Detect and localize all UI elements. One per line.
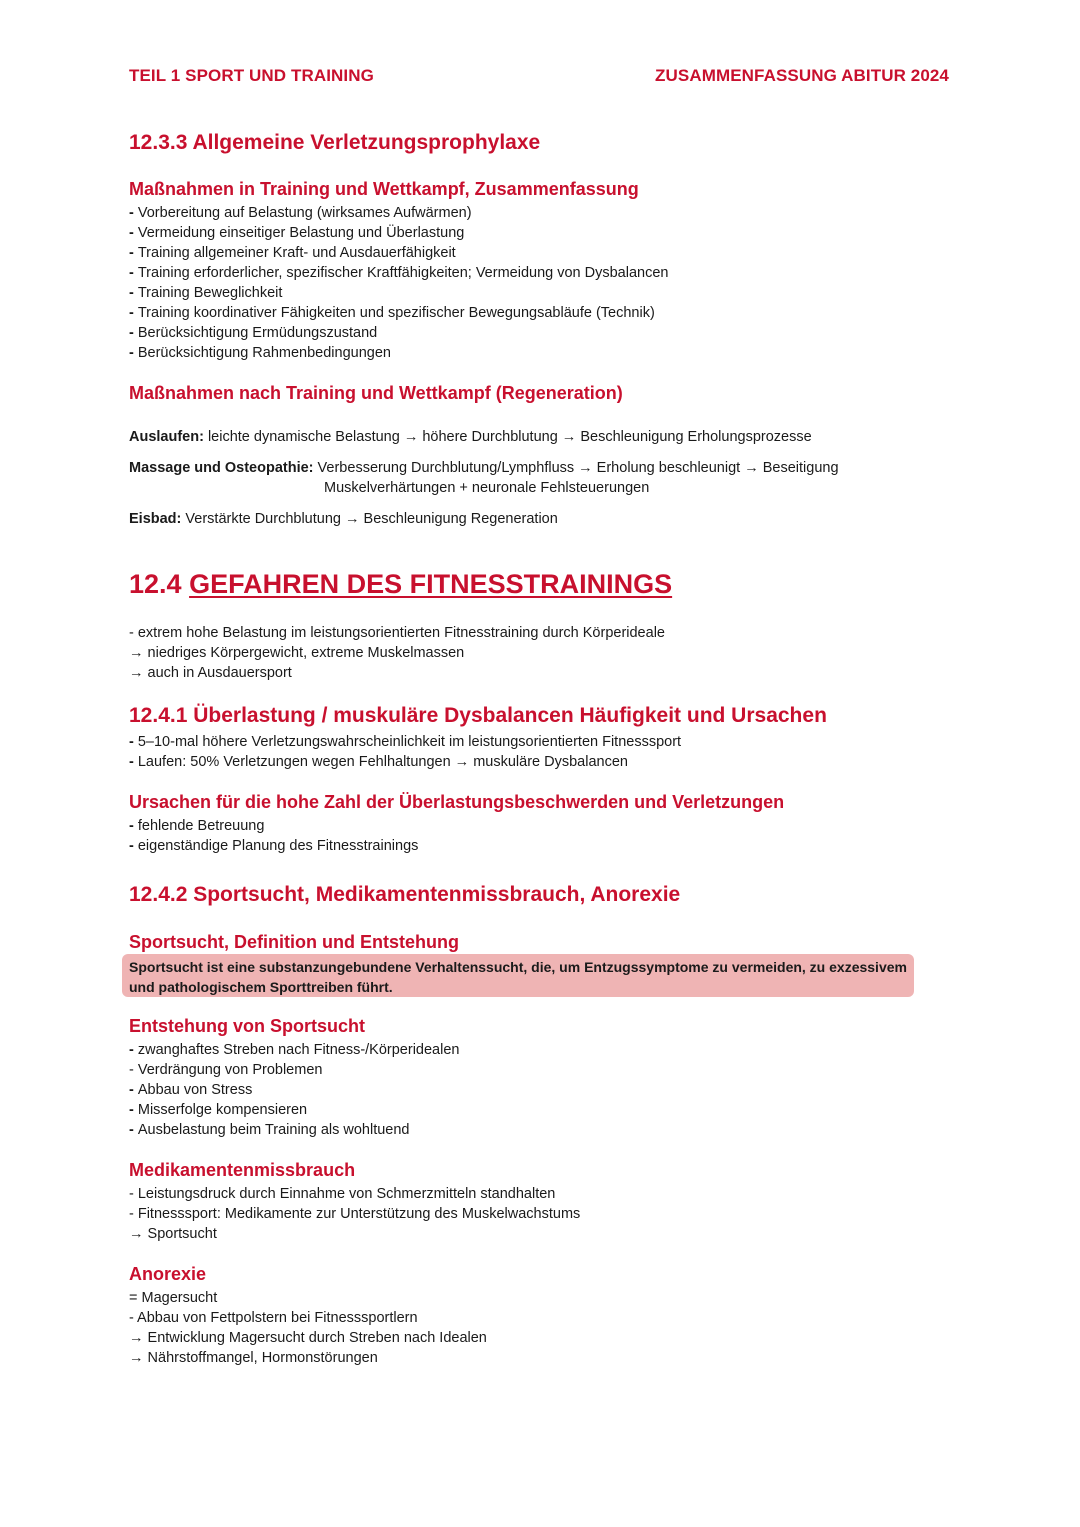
list-item: - Laufen: 50% Verletzungen wegen Fehlhaltungen → muskuläre Dysbalancen [129,754,628,770]
text-line: → Sportsucht [129,1226,217,1242]
list-item: - Berücksichtigung Rahmenbedingungen [129,345,391,361]
list-item: - Ausbelastung beim Training als wohltuend [129,1122,410,1138]
list-entstehung [129,1040,459,1140]
massage-line [129,458,839,478]
heading-12-4-2: 12.4.2 Sportsucht, Medikamentenmissbrauch, Anorexie [129,883,681,906]
subheading-regeneration: Maßnahmen nach Training und Wettkampf (Regeneration) [129,383,623,403]
list-item: - Berücksichtigung Ermüdungszustand [129,325,378,341]
text-line: → auch in Ausdauersport [129,665,292,681]
list-massnahmen-training [129,203,668,363]
heading-12-4 [129,569,672,600]
list-item: - Vorbereitung auf Belastung (wirksames Aufwärmen) [129,205,472,221]
gefahren-lines [129,623,665,683]
eisbad-line [129,509,558,529]
eisbad-text: Verstärkte Durchblutung → Beschleunigung Regeneration [185,511,558,527]
text-line: → Entwicklung Magersucht durch Streben nach Idealen [129,1330,487,1346]
list-item: - Abbau von Stress [129,1082,253,1098]
eisbad-label: Eisbad: [129,511,182,527]
subheading-sportsucht-definition: Sportsucht, Definition und Entstehung [129,932,459,952]
massage-label: Massage und Osteopathie: [129,460,314,476]
auslaufen-text: leichte dynamische Belastung → höhere Durchblutung → Beschleunigung Erholungsprozesse [207,429,812,445]
text-line: - Fitnesssport: Medikamente zur Unterstützung des Muskelwachstums [129,1206,581,1222]
list-item: - Verdrängung von Problemen [129,1062,323,1078]
list-item: - eigenständige Planung des Fitnesstrainings [129,838,419,854]
text-line: → niedriges Körpergewicht, extreme Muskelmassen [129,645,465,661]
auslaufen-label: Auslaufen: [129,429,204,445]
text-line: = Magersucht [129,1290,218,1306]
text-line: - Leistungsdruck durch Einnahme von Schmerzmitteln standhalten [129,1186,556,1202]
list-item: - Training koordinativer Fähigkeiten und spezifischer Bewegungsabläufe (Technik) [129,305,655,321]
subheading-anorexie: Anorexie [129,1264,207,1284]
subheading-massnahmen-training: Maßnahmen in Training und Wettkampf, Zusammenfassung [129,179,639,199]
subheading-entstehung: Entstehung von Sportsucht [129,1016,365,1036]
list-item: - fehlende Betreuung [129,818,265,834]
heading-12-4-title: GEFAHREN DES FITNESSTRAININGS [189,569,673,599]
massage-line-2: Muskelverhärtungen + neuronale Fehlsteuerungen [324,480,650,496]
heading-12-3-3: 12.3.3 Allgemeine Verletzungsprophylaxe [129,131,541,154]
header-left: TEIL 1 SPORT UND TRAINING [129,66,374,85]
text-line: - Abbau von Fettpolstern bei Fitnesssportlern [129,1310,418,1326]
page-header [129,66,949,86]
massage-text: Verbesserung Durchblutung/Lymphfluss → Erholung beschleunigt → Beseitigung [317,460,839,476]
heading-12-4-number: 12.4 [129,569,182,599]
list-ueberlastung [129,732,681,772]
text-line: → Nährstoffmangel, Hormonstörungen [129,1350,378,1366]
definition-text: Sportsucht ist eine substanzungebundene Verhaltenssucht, die, um Entzugssymptome zu vermeiden, zu exzessivem und pathologischem Sporttreiben führt. [129,959,907,995]
list-item: - 5–10-mal höhere Verletzungswahrscheinlichkeit im leistungsorientierten Fitnesssport [129,734,682,750]
auslaufen-line [129,427,812,447]
list-item: - Training allgemeiner Kraft- und Ausdauerfähigkeit [129,245,456,261]
text-line: - extrem hohe Belastung im leistungsorientierten Fitnesstraining durch Körperideale [129,625,665,641]
list-item: - Vermeidung einseitiger Belastung und Überlastung [129,225,465,241]
list-item: - Training Beweglichkeit [129,285,283,301]
anorexie-lines [129,1288,487,1368]
subheading-medikamente: Medikamentenmissbrauch [129,1160,356,1180]
subheading-ursachen: Ursachen für die hohe Zahl der Überlastungsbeschwerden und Verletzungen [129,792,785,812]
header-right: ZUSAMMENFASSUNG ABITUR 2024 [655,66,949,85]
heading-12-4-1: 12.4.1 Überlastung / muskuläre Dysbalancen Häufigkeit und Ursachen [129,704,827,727]
list-item: - Training erforderlicher, spezifischer Kraftfähigkeiten; Vermeidung von Dysbalancen [129,265,669,281]
list-item: - zwanghaftes Streben nach Fitness-/Körperidealen [129,1042,460,1058]
list-item: - Misserfolge kompensieren [129,1102,308,1118]
medikamente-lines [129,1184,580,1244]
list-ursachen [129,816,418,856]
